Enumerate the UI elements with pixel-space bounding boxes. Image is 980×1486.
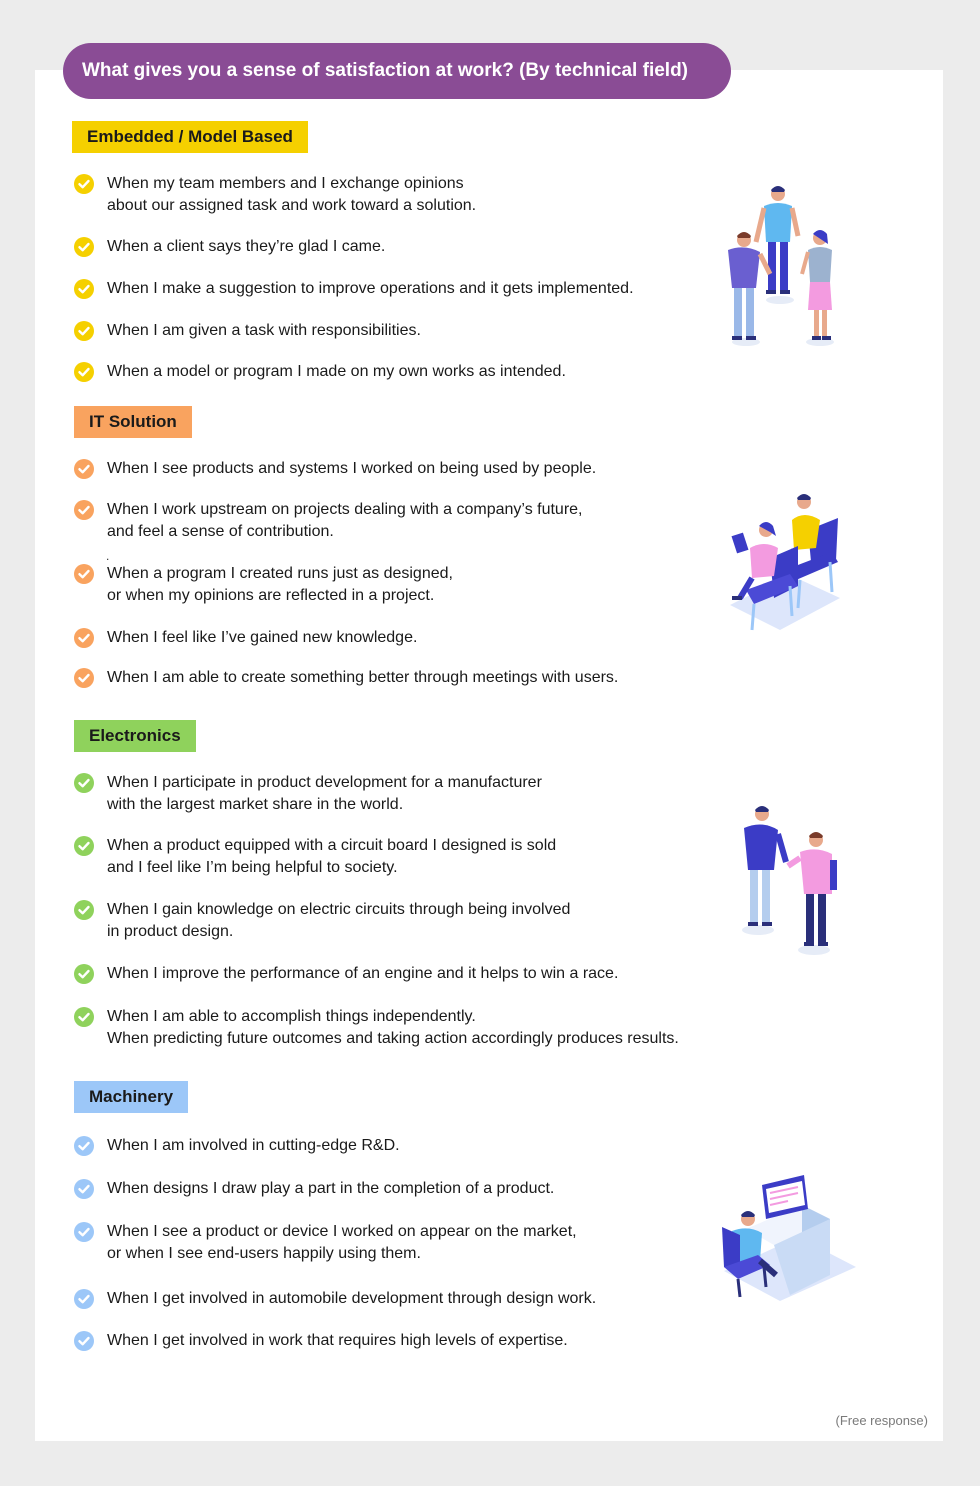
item-text: When a client says they’re glad I came. (107, 238, 386, 255)
check-icon (74, 836, 94, 856)
footnote: (Free response) (835, 1413, 928, 1428)
item-text: When my team members and I exchange opinions about our assigned task and work toward a solution. (107, 175, 477, 214)
check-icon (74, 900, 94, 920)
check-icon (74, 459, 94, 479)
item-text: When I see a product or device I worked on appear on the market, or when I see end-users happily using them. (107, 1223, 577, 1262)
section-tag-machinery: Machinery (74, 1081, 188, 1113)
list-item (74, 458, 596, 480)
list-item (74, 899, 570, 943)
item-text: When I get involved in automobile development through design work. (107, 1290, 597, 1307)
item-text: When I work upstream on projects dealing with a company’s future, and feel a sense of contribution. (107, 501, 583, 540)
section-tag-embedded: Embedded / Model Based (72, 121, 308, 153)
item-text: When I participate in product development for a manufacturer with the largest market share in the world. (107, 774, 542, 813)
list-item (74, 236, 385, 258)
section-tag-it-solution: IT Solution (74, 406, 192, 438)
check-icon (74, 1289, 94, 1309)
item-text: When I see products and systems I worked on being used by people. (107, 460, 597, 477)
check-icon (74, 174, 94, 194)
item-text: When I improve the performance of an engine and it helps to win a race. (107, 965, 619, 982)
check-icon (74, 628, 94, 648)
check-icon (74, 1007, 94, 1027)
check-icon (74, 564, 94, 584)
check-icon (74, 321, 94, 341)
list-item (74, 627, 417, 649)
meeting-chairs-illustration (720, 490, 850, 635)
item-text: When I am involved in cutting-edge R&D. (107, 1137, 400, 1154)
item-text: When a model or program I made on my own works as intended. (107, 363, 566, 380)
list-item (74, 963, 618, 985)
check-icon (74, 1331, 94, 1351)
item-text: When I feel like I’ve gained new knowledge. (107, 629, 418, 646)
check-icon (74, 668, 94, 688)
list-item (74, 1221, 577, 1265)
list-item (74, 1330, 568, 1352)
item-text: When a program I created runs just as designed, or when my opinions are reflected in a project. (107, 565, 453, 604)
stray-mark: . (106, 549, 110, 563)
item-text: When I make a suggestion to improve operations and it gets implemented. (107, 280, 634, 297)
list-item (74, 772, 542, 816)
list-item (74, 563, 453, 607)
item-text: When I am given a task with responsibilities. (107, 322, 421, 339)
item-text: When I am able to accomplish things independently. When predicting future outcomes and taking action accordingly produces results. (107, 1008, 679, 1047)
check-icon (74, 773, 94, 793)
list-item (74, 278, 634, 300)
handshake-illustration (728, 800, 843, 960)
check-icon (74, 237, 94, 257)
list-item (74, 1006, 679, 1050)
section-tag-electronics: Electronics (74, 720, 196, 752)
computer-desk-illustration (718, 1175, 858, 1305)
list-item (74, 361, 566, 383)
check-icon (74, 1179, 94, 1199)
check-icon (74, 500, 94, 520)
check-icon (74, 362, 94, 382)
check-icon (74, 1222, 94, 1242)
list-item (74, 499, 583, 543)
list-item (74, 835, 556, 879)
list-item (74, 1288, 596, 1310)
item-text: When I gain knowledge on electric circuits through being involved in product design. (107, 901, 571, 940)
list-item (74, 1178, 554, 1200)
list-item (74, 173, 476, 217)
list-item (74, 320, 421, 342)
item-text: When I get involved in work that requires high levels of expertise. (107, 1332, 568, 1349)
list-item (74, 1135, 400, 1157)
check-icon (74, 279, 94, 299)
check-icon (74, 1136, 94, 1156)
team-discussion-illustration (718, 182, 848, 352)
page-title: What gives you a sense of satisfaction at work? (By technical field) (63, 43, 731, 99)
item-text: When designs I draw play a part in the completion of a product. (107, 1180, 555, 1197)
item-text: When a product equipped with a circuit board I designed is sold and I feel like I’m being helpful to society. (107, 837, 557, 876)
list-item (74, 667, 618, 689)
item-text: When I am able to create something better through meetings with users. (107, 669, 619, 686)
check-icon (74, 964, 94, 984)
